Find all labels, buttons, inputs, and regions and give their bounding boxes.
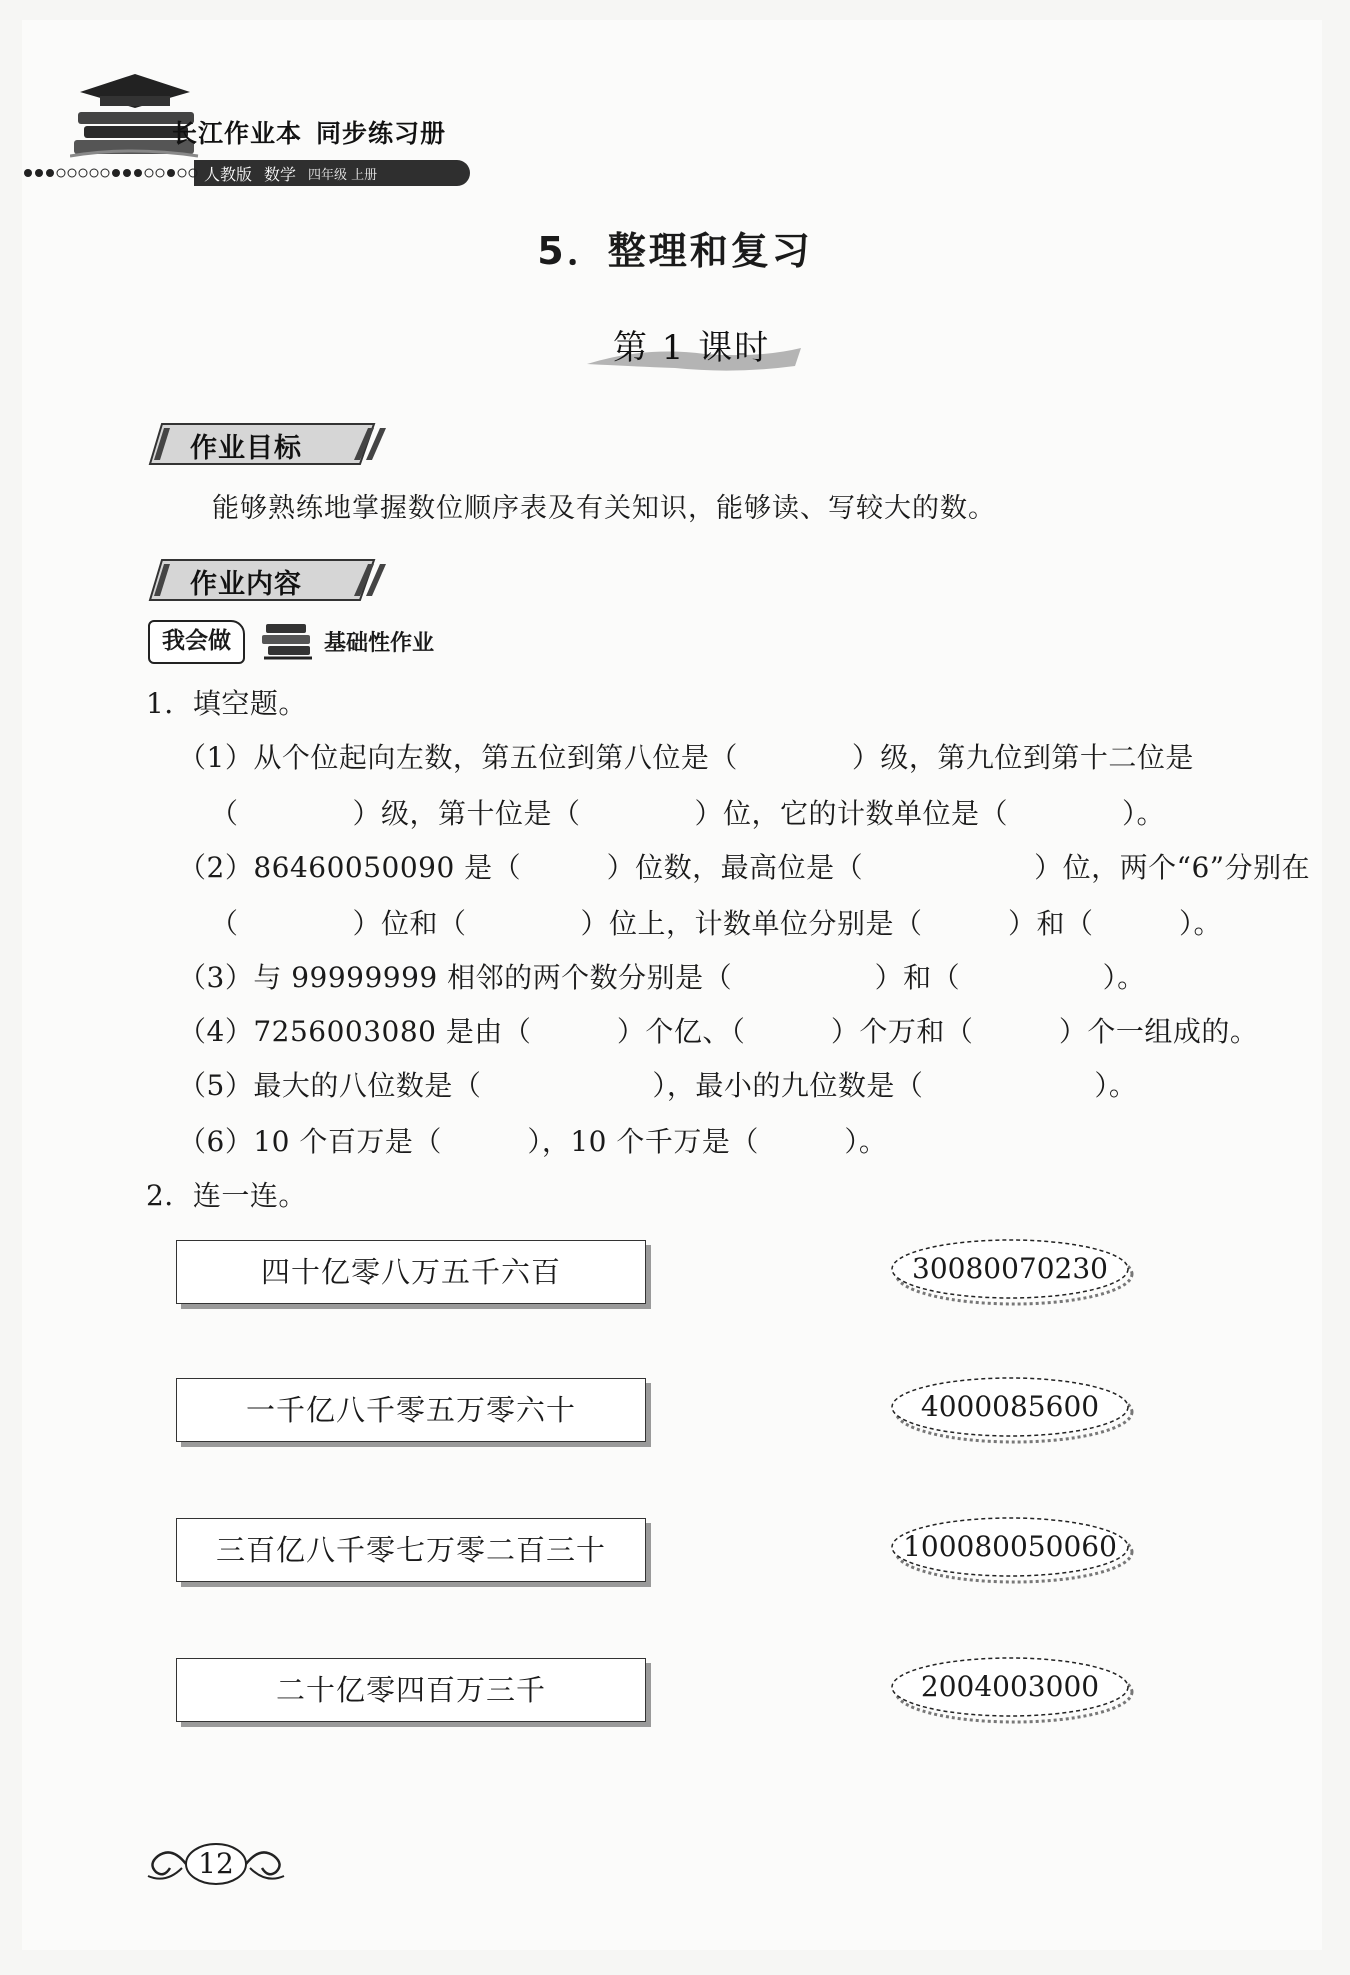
header-title xyxy=(172,114,446,158)
q1-line-2: （ ）级，第十位是（ ）位，它的计数单位是（ ）。 xyxy=(210,797,1166,830)
number-oval-3[interactable] xyxy=(890,1516,1136,1586)
content-banner xyxy=(148,556,388,604)
goal-banner xyxy=(148,420,388,468)
number-oval-2[interactable] xyxy=(890,1376,1136,1446)
question-1-title: 1．填空题。 xyxy=(146,687,307,720)
practice-caption: 基础性作业 xyxy=(324,631,435,656)
word-box-3[interactable]: 三百亿八千零七万零二百三十 xyxy=(176,1518,646,1582)
q1-line-4: （ ）位和（ ）位上，计数单位分别是（ ）和（ ）。 xyxy=(210,907,1223,940)
practice-label xyxy=(148,620,468,666)
chapter-title: 5．整理和复习 xyxy=(537,229,813,273)
book-header xyxy=(22,72,482,182)
number-text-4: 2004003000 xyxy=(920,1670,1100,1703)
q1-line-6: （4）7256003080 是由（ ）个亿、（ ）个万和（ ）个一组成的。 xyxy=(178,1015,1259,1048)
word-box-2[interactable]: 一千亿八千零五万零六十 xyxy=(176,1378,646,1442)
practice-tag: 我会做 xyxy=(148,620,245,664)
lesson-title-block xyxy=(585,318,805,378)
number-text-1: 30080070230 xyxy=(912,1252,1108,1285)
header-subtitle-bar xyxy=(194,160,470,186)
book-name: 同步练习册 xyxy=(316,119,447,148)
number-text-2: 4000085600 xyxy=(920,1390,1100,1423)
lesson-title: 第 1 课时 xyxy=(613,328,771,368)
q1-line-8: （6）10 个百万是（ ），10 个千万是（ ）。 xyxy=(178,1125,888,1158)
q1-line-3: （2）86460050090 是（ ）位数，最高位是（ ）位，两个“6”分别在 xyxy=(178,851,1311,884)
number-oval-1[interactable] xyxy=(890,1238,1136,1308)
page-number-badge xyxy=(142,1838,290,1890)
series-name: 长江作业本 xyxy=(172,119,303,148)
content-heading: 作业内容 xyxy=(190,569,302,600)
question-2-title: 2．连一连。 xyxy=(146,1179,307,1212)
q1-line-7: （5）最大的八位数是（ ），最小的九位数是（ ）。 xyxy=(178,1069,1138,1102)
dot-row-decoration xyxy=(22,166,202,180)
q1-line-1: （1）从个位起向左数，第五位到第八位是（ ）级，第九位到第十二位是 xyxy=(178,741,1194,774)
number-text-3: 100080050060 xyxy=(903,1530,1117,1563)
goal-text: 能够熟练地掌握数位顺序表及有关知识，能够读、写较大的数。 xyxy=(212,493,996,524)
q1-line-5: （3）与 99999999 相邻的两个数分别是（ ）和（ ）。 xyxy=(178,961,1146,994)
page-number: 12 xyxy=(198,1847,234,1880)
edition-label: 人教版 xyxy=(204,164,253,184)
grade-label: 四年级 上册 xyxy=(308,167,378,183)
goal-heading: 作业目标 xyxy=(190,433,302,464)
word-box-4[interactable]: 二十亿零四百万三千 xyxy=(176,1658,646,1722)
books-icon xyxy=(260,620,316,664)
subject-label: 数学 xyxy=(264,164,297,184)
word-box-1[interactable]: 四十亿零八万五千六百 xyxy=(176,1240,646,1304)
number-oval-4[interactable] xyxy=(890,1656,1136,1726)
